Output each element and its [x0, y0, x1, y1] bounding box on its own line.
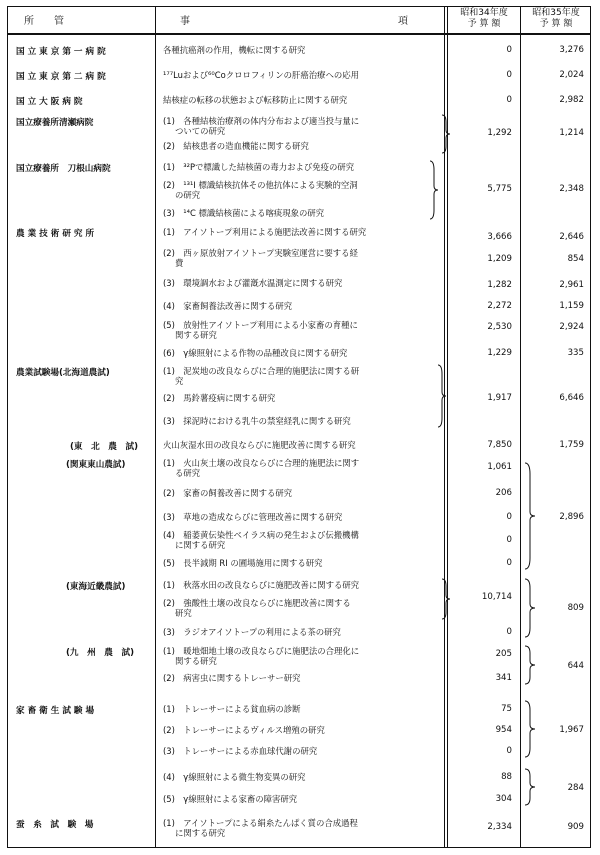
research-item-cont: る研究	[175, 468, 201, 478]
fy35-value: 6,646	[559, 393, 584, 403]
fy35-value: 2,024	[559, 70, 584, 80]
institution-name: 国立療養所 刀根山病院	[16, 164, 111, 174]
research-item: (3) 採泥時における乳牛の禁窒経乳に関する研究	[163, 416, 351, 426]
fy35-value: 2,896	[559, 512, 584, 522]
fy34-value: 5,775	[487, 184, 512, 194]
research-item-cont: ついての研究	[175, 126, 226, 136]
fy35-value: 1,214	[559, 128, 584, 138]
fy34-value: 1,061	[487, 462, 512, 472]
fy35-value: 644	[567, 661, 584, 671]
fy35-value: 3,276	[559, 45, 584, 55]
research-item: (2) 強酸性土壌の改良ならびに施肥改善に関する	[163, 598, 351, 608]
research-item: (6) γ線照射による作物の品種改良に関する研究	[163, 348, 348, 358]
fy34-value: 0	[506, 558, 512, 568]
research-item: (1) 火山灰土壌の改良ならびに合理的施肥法に関す	[163, 458, 360, 468]
fy35-value: 2,646	[559, 232, 584, 242]
institution-name: 農業試験場(北海道農試)	[16, 368, 110, 378]
fy34-value: 2,530	[487, 322, 512, 332]
research-item: (2) 結核患者の造血機能に関する研究	[163, 141, 309, 151]
research-item: 結核症の転移の状態および転移防止に関する研究	[163, 95, 348, 105]
fy34-value: 304	[495, 794, 512, 804]
fy34-value: 3,666	[487, 232, 512, 242]
fy35-value: 1,967	[559, 725, 584, 735]
institution-name: 家 畜 衛 生 試 験 場	[16, 706, 95, 716]
research-item: ¹⁷⁷Luおよび⁶⁰Coクロロフィリンの肝癌治療への応用	[163, 70, 360, 80]
research-item-cont: 研究	[175, 608, 192, 618]
fy34-value: 205	[495, 649, 512, 659]
fy35-value: 909	[567, 822, 584, 832]
research-item: (1) 秋落水田の改良ならびに施肥改善に関する研究	[163, 580, 360, 590]
research-item: (3) ラジオアイソトープの利用による茶の研究	[163, 627, 341, 637]
fy34-value: 1,209	[487, 254, 512, 264]
research-item: 火山灰湿水田の改良ならびに施肥改善に関する研究	[163, 440, 356, 450]
fy34-value: 0	[506, 45, 512, 55]
research-item: (2) トレーサーによるヴィルス増殖の研究	[163, 725, 325, 735]
fy35-value: 2,348	[559, 184, 584, 194]
research-item: (2) 西ヶ原放射アイソトープ実験室運営に要する経	[163, 248, 358, 258]
research-item: (4) 家畜飼養法改善に関する研究	[163, 301, 293, 311]
fy34-value: 0	[506, 627, 512, 637]
research-item: (1) ³²Pで標識した結核菌の毒力および免疫の研究	[163, 162, 355, 172]
research-item-cont: 究	[175, 376, 184, 386]
header-fy35-line1: 昭和35年度	[532, 8, 580, 18]
fy34-value: 88	[501, 772, 512, 782]
research-item: (3) ¹⁴C 標識結核菌による喀痰現象の研究	[163, 208, 325, 218]
fy34-value: 1,917	[487, 393, 512, 403]
research-item: (5) 長半減期 RI の圃場施用に関する研究	[163, 558, 323, 568]
header-fy34-line2: 予 算 額	[467, 19, 501, 29]
institution-name: (東 北 農 試)	[70, 442, 139, 452]
header-fy34	[449, 8, 519, 30]
header-jurisdiction: 所 管	[24, 16, 64, 27]
header-item-2: 項	[398, 16, 408, 27]
fy35-value: 854	[567, 254, 584, 264]
fy34-value: 0	[506, 512, 512, 522]
fy35-value: 335	[567, 348, 584, 358]
fy35-value: 2,961	[559, 280, 584, 290]
research-item: (1) アイソトープによる絹糸たんぱく質の合成過程	[163, 818, 358, 828]
research-item: (5) 放射性アイソトープ利用による小家畜の育種に	[163, 320, 358, 330]
research-item: (1) 泥炭地の改良ならびに合理的施肥法に関する研	[163, 366, 360, 376]
fy35-value: 1,759	[559, 440, 584, 450]
institution-name: 蚕 糸 試 験 場	[16, 820, 94, 830]
header-fy35	[522, 8, 590, 30]
research-item: (1) アイソトープ利用による施肥法改善に関する研究	[163, 227, 367, 237]
fy34-value: 206	[495, 488, 512, 498]
institution-name: 農 業 技 術 研 究 所	[16, 229, 95, 239]
fy34-value: 7,850	[487, 440, 512, 450]
institution-name: (関東東山農試)	[66, 460, 126, 470]
research-item: (3) 草地の造成ならびに管理改善に関する研究	[163, 512, 343, 522]
institution-name: 国立療養所清瀬病院	[16, 118, 94, 128]
research-item: (4) γ線照射による微生物変異の研究	[163, 772, 306, 782]
research-item: (5) γ線照射による家畜の障害研究	[163, 794, 298, 804]
research-item-cont: に関する研究	[175, 828, 226, 838]
research-item-cont: 費	[175, 258, 184, 268]
institution-name: 国 立 大 阪 病 院	[16, 97, 83, 107]
research-item: (1) トレーサーによる貧血病の診断	[163, 704, 301, 714]
research-item: (2) 家畜の飼養改善に関する研究	[163, 488, 293, 498]
fy35-value: 809	[567, 603, 584, 613]
fy34-value: 10,714	[481, 592, 512, 602]
institution-name: (九 州 農 試)	[66, 648, 135, 658]
institution-name: 国 立 東 京 第 一 病 院	[16, 47, 106, 57]
fy34-value: 0	[506, 535, 512, 545]
research-item-cont: 関する研究	[175, 656, 217, 666]
column-divider	[155, 6, 156, 848]
research-item: (2) 病害虫に関するトレーサー研究	[163, 673, 301, 683]
fy34-value: 0	[506, 70, 512, 80]
fy34-value: 0	[506, 746, 512, 756]
fy35-value: 1,159	[559, 301, 584, 311]
research-item: (3) トレーサーによる赤血球代謝の研究	[163, 746, 318, 756]
fy34-value: 954	[495, 725, 512, 735]
research-item: (1) 暖地畑地土壌の改良ならびに施肥法の合理化に	[163, 646, 360, 656]
grouping-brace	[429, 160, 439, 220]
fy34-value: 75	[501, 704, 512, 714]
institution-name: 国 立 東 京 第 二 病 院	[16, 72, 106, 82]
research-item-cont: の研究	[175, 190, 201, 200]
research-item-cont: に関する研究	[175, 540, 226, 550]
header-fy34-line1: 昭和34年度	[460, 8, 508, 18]
research-item: (4) 稲萎黄伝染性ベイラス病の発生および伝搬機構	[163, 530, 359, 540]
research-item: (2) ¹³¹I 標識結核抗体その他抗体による実験的空洞	[163, 180, 358, 190]
header-divider	[7, 33, 591, 35]
header-item: 事	[180, 16, 190, 27]
fy34-value: 2,272	[487, 301, 512, 311]
column-divider	[520, 6, 521, 848]
research-item: (1) 各種結核治療剤の体内分布および適当投与量に	[163, 116, 360, 126]
fy34-value: 1,282	[487, 280, 512, 290]
fy35-value: 284	[567, 783, 584, 793]
institution-name: (東海近畿農試)	[66, 582, 126, 592]
fy34-value: 0	[506, 95, 512, 105]
fy34-value: 1,229	[487, 348, 512, 358]
research-item: 各種抗癌剤の作用，機転に関する研究	[163, 45, 306, 55]
fy34-value: 1,292	[487, 128, 512, 138]
research-item-cont: 関する研究	[175, 330, 217, 340]
research-item: (3) 環境調水および灌漑水温測定に関する研究	[163, 278, 343, 288]
fy35-value: 2,924	[559, 322, 584, 332]
fy34-value: 341	[495, 673, 512, 683]
research-item: (2) 馬鈴薯疫病に関する研究	[163, 393, 276, 403]
fy34-value: 2,334	[487, 822, 512, 832]
header-fy35-line2: 予 算 額	[539, 19, 573, 29]
fy35-value: 2,982	[559, 95, 584, 105]
